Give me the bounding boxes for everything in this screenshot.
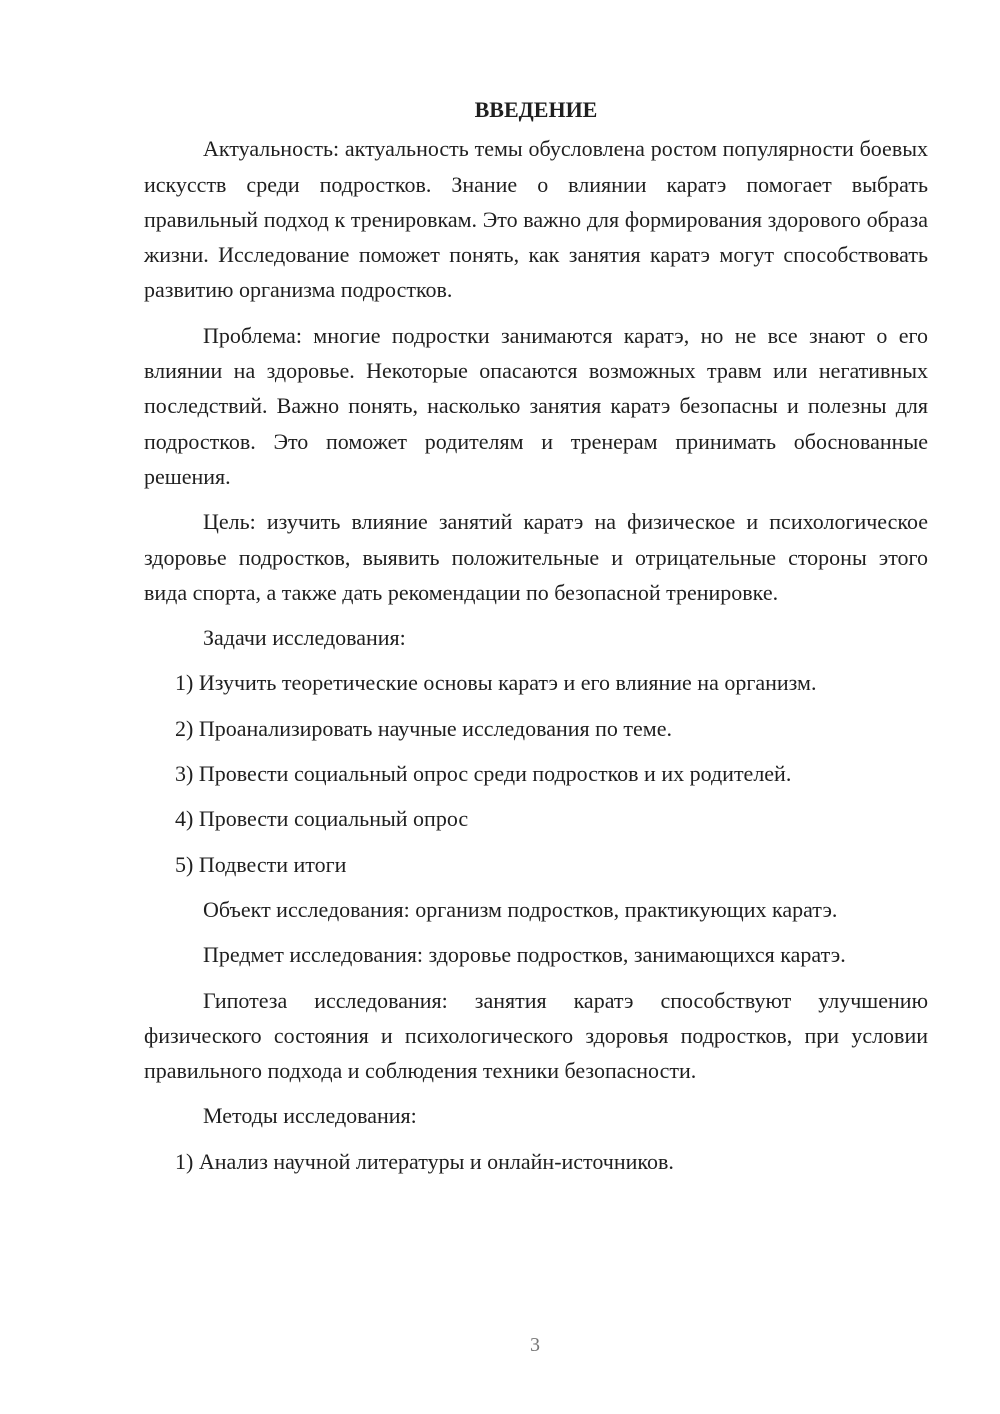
object-paragraph: Объект исследования: организм подростков, практикующих каратэ. — [203, 896, 838, 922]
method-item: 1) Анализ научной литературы и онлайн-источников. — [175, 1148, 674, 1174]
task-item: 3) Провести социальный опрос среди подростков и их родителей. — [175, 761, 792, 787]
relevance-paragraph: Актуальность: актуальность темы обусловлена ростом популярности боевых искусств среди подростков. Знание о влиянии каратэ помогает выбрать правильный подход к тренировкам. Это важно для формирования здорового образа жизни. Исследование поможет понять, как занятия каратэ могут способствовать развитию организма подростков. — [144, 136, 928, 303]
page-title: ВВЕДЕНИЕ — [474, 97, 598, 122]
task-item: 2) Проанализировать научные исследования по теме. — [175, 715, 672, 741]
tasks-heading: Задачи исследования: — [203, 625, 406, 651]
methods-heading: Методы исследования: — [203, 1103, 417, 1129]
subject-paragraph: Предмет исследования: здоровье подростков, занимающихся каратэ. — [203, 942, 846, 968]
problem-paragraph: Проблема: многие подростки занимаются каратэ, но не все знают о его влиянии на здоровье. Некоторые опасаются возможных травм или негативных последствий. Важно понять, насколько занятия каратэ безопасны и полезны для подростков. Это поможет родителям и тренерам принимать обоснованные решения. — [144, 322, 928, 489]
goal-paragraph: Цель: изучить влияние занятий каратэ на физическое и психологическое здоровье подростков, выявить положительные и отрицательные стороны этого вида спорта, а также дать рекомендации по безопасной тренировке. — [144, 509, 928, 605]
task-item: 1) Изучить теоретические основы каратэ и его влияние на организм. — [175, 670, 817, 696]
hypothesis-paragraph: Гипотеза исследования: занятия каратэ способствуют улучшению физического состояния и психологического здоровья подростков, при условии правильного подхода и соблюдения техники безопасности. — [144, 987, 928, 1084]
task-item: 5) Подвести итоги — [175, 851, 347, 877]
page-content — [144, 92, 928, 1189]
page-number: 3 — [530, 1334, 540, 1356]
task-item: 4) Провести социальный опрос — [175, 806, 469, 832]
